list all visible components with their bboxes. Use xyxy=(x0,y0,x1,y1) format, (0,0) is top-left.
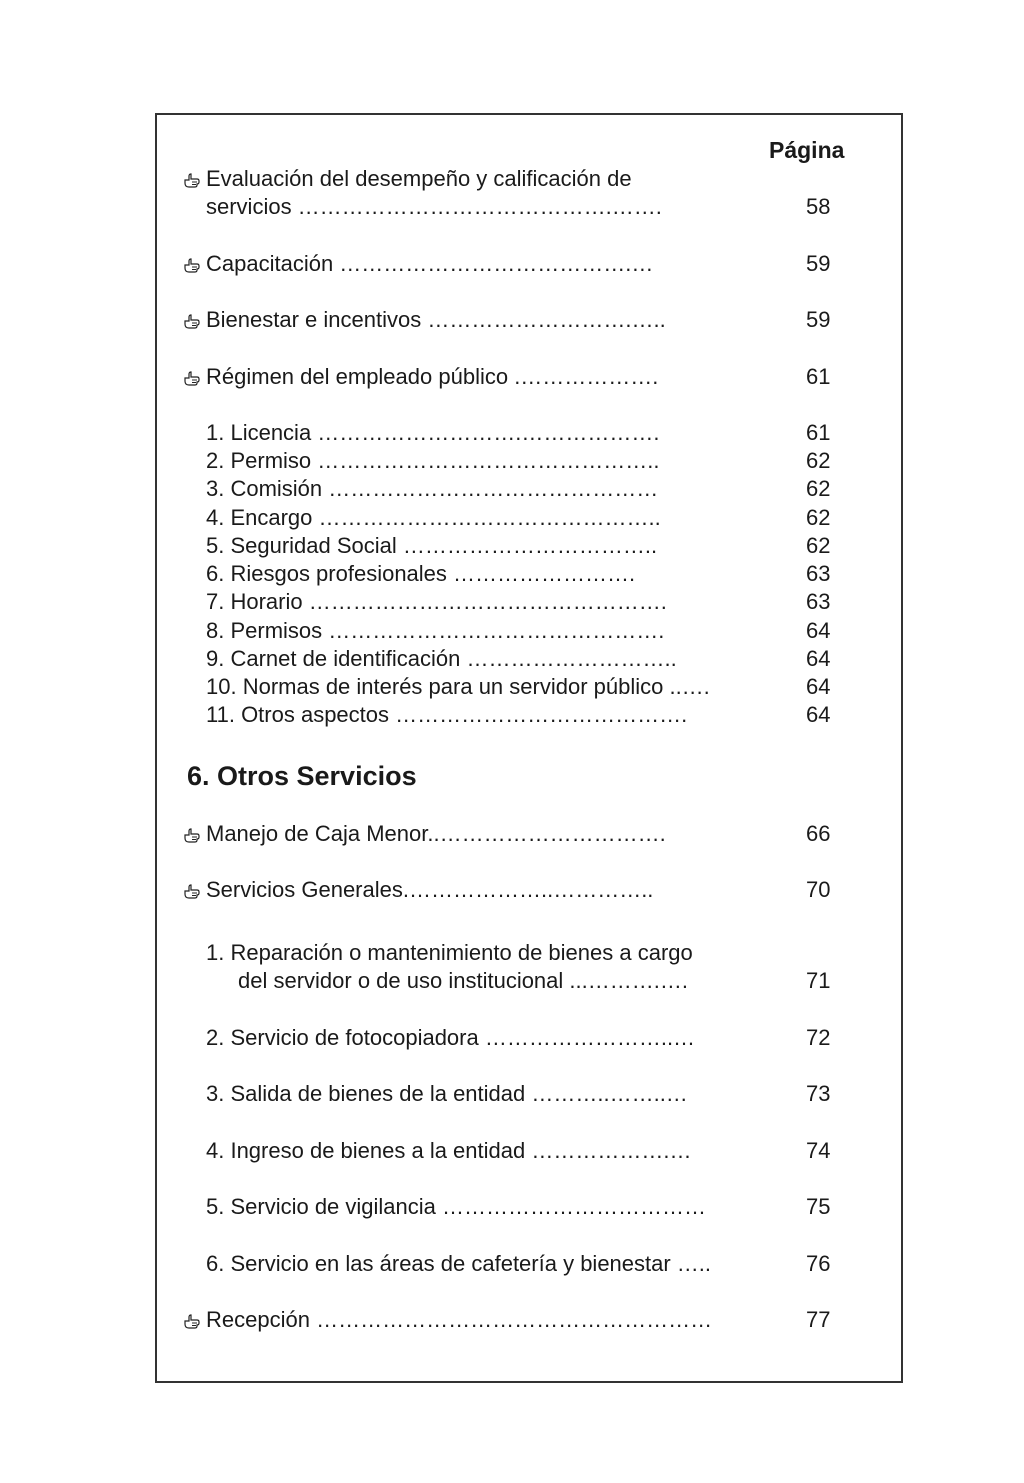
toc-subentry-normas[interactable]: 10. Normas de interés para un servidor público ..…. xyxy=(206,674,710,699)
toc-subentry-vigilancia[interactable]: 5. Servicio de vigilancia ……………………………… xyxy=(206,1194,707,1219)
page-column-header: Página xyxy=(769,137,845,163)
toc-subentry-ingreso-bienes[interactable]: 4. Ingreso de bienes a la entidad ……………….… xyxy=(206,1138,692,1163)
page-number: 74 xyxy=(806,1138,831,1163)
toc-subentry-seguridad-social[interactable]: 5. Seguridad Social …………………………….. xyxy=(206,533,658,558)
toc-subentry-reparacion-line1[interactable]: 1. Reparación o mantenimiento de bienes a cargo xyxy=(206,940,693,965)
toc-subentry-permiso[interactable]: 2. Permiso ……………………………………….. xyxy=(206,448,660,473)
page-number: 59 xyxy=(806,251,831,276)
page-number: 73 xyxy=(806,1081,831,1106)
page-number: 66 xyxy=(806,821,831,846)
pointing-hand-icon xyxy=(183,312,200,330)
page-number: 64 xyxy=(806,618,831,643)
toc-subentry-cafeteria[interactable]: 6. Servicio en las áreas de cafetería y bienestar ….. xyxy=(206,1251,712,1276)
page-number: 70 xyxy=(806,877,831,902)
pointing-hand-icon xyxy=(183,369,200,387)
toc-subentry-fotocopiadora[interactable]: 2. Servicio de fotocopiadora ……………………..… xyxy=(206,1025,696,1050)
toc-entry-recepcion[interactable]: Recepción ……………………………………………… xyxy=(206,1307,713,1332)
toc-entry-evaluacion-line2[interactable]: servicios …………………………………….……. xyxy=(206,194,662,219)
toc-subentry-otros-aspectos[interactable]: 11. Otros aspectos …………………………………. xyxy=(206,702,688,727)
pointing-hand-icon xyxy=(183,171,200,189)
toc-subentry-salida-bienes[interactable]: 3. Salida de bienes de la entidad ………..……..… xyxy=(206,1081,688,1106)
toc-entry-capacitacion[interactable]: Capacitación ………………………………….… xyxy=(206,251,654,276)
section-title: 6. Otros Servicios xyxy=(187,761,417,791)
page-number: 71 xyxy=(806,968,831,993)
toc-entry-caja-menor[interactable]: Manejo de Caja Menor..…………………………. xyxy=(206,821,666,846)
pointing-hand-icon xyxy=(183,1312,200,1330)
toc-entry-bienestar[interactable]: Bienestar e incentivos ……………………….….. xyxy=(206,307,666,332)
pointing-hand-icon xyxy=(183,826,200,844)
page-number: 62 xyxy=(806,533,831,558)
toc-subentry-licencia[interactable]: 1. Licencia ……………………….………………. xyxy=(206,420,660,445)
toc-subentry-carnet[interactable]: 9. Carnet de identificación ……………………….. xyxy=(206,646,677,671)
page-number: 64 xyxy=(806,674,831,699)
page-number: 62 xyxy=(806,476,831,501)
page-number: 59 xyxy=(806,307,831,332)
page-number: 62 xyxy=(806,505,831,530)
toc-subentry-permisos[interactable]: 8. Permisos ………………………………………. xyxy=(206,618,665,643)
page-number: 64 xyxy=(806,646,831,671)
page-number: 61 xyxy=(806,420,831,445)
page-number: 61 xyxy=(806,364,831,389)
toc-subentry-reparacion-line2[interactable]: del servidor o de uso institucional ...……….…. xyxy=(238,968,688,993)
toc-subentry-horario[interactable]: 7. Horario …………………………………………. xyxy=(206,589,667,614)
page-number: 77 xyxy=(806,1307,831,1332)
page-number: 63 xyxy=(806,561,831,586)
page-number: 76 xyxy=(806,1251,831,1276)
toc-subentry-comision[interactable]: 3. Comisión ……………………………………… xyxy=(206,476,659,501)
toc-entry-evaluacion-line1[interactable]: Evaluación del desempeño y calificación de xyxy=(206,166,632,191)
page-number: 63 xyxy=(806,589,831,614)
toc-entry-regimen[interactable]: Régimen del empleado público .………………. xyxy=(206,364,659,389)
toc-subentry-encargo[interactable]: 4. Encargo ……………………………………….. xyxy=(206,505,661,530)
toc-entry-servicios-generales[interactable]: Servicios Generales.………………..………….. xyxy=(206,877,654,902)
page-number: 58 xyxy=(806,194,831,219)
toc-subentry-riesgos[interactable]: 6. Riesgos profesionales ……………………. xyxy=(206,561,636,586)
page-number: 64 xyxy=(806,702,831,727)
page-number: 75 xyxy=(806,1194,831,1219)
page-number: 72 xyxy=(806,1025,831,1050)
pointing-hand-icon xyxy=(183,256,200,274)
pointing-hand-icon xyxy=(183,882,200,900)
page-number: 62 xyxy=(806,448,831,473)
